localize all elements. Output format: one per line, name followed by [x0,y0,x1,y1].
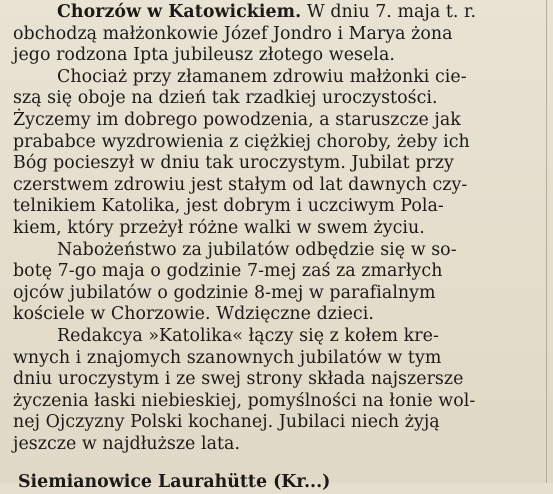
article-line-17: wnych i znajomych szanownych jubilatów w tym [13,347,442,368]
article-line-9: czerstwem zdrowiu jest stałym od lat dawnych czy- [13,174,468,195]
article-line-13: botę 7-go maja o godzinie 7-mej zaś za zmarłych [13,261,443,282]
article-line-21: jeszcze w najdłuższe lata. [13,433,241,454]
article-line-8: Bóg pocieszył w dniu tak uroczystym. Jubilat przy [13,153,454,174]
article-line-20: nej Ojczyzny Polski kochanej. Jubilaci niech żyją [13,412,440,433]
article-line-3: jego rodzona Ipta jubileusz złotego wesela. [13,45,395,66]
article-line-5: szą się oboje na dzień tak rzadkiej uroczystości. [13,88,438,109]
article-line-1 [13,2,533,24]
article-line-15: kościele w Chorzowie. Wdzięczne dzieci. [13,304,374,325]
article-line-19: życzenia łaski niebieskiej, pomyślności na łonie wol- [13,390,476,411]
next-article-heading-fragment: Siemianowice Laurahütte (Kr...) [18,472,331,492]
news-article [13,2,533,455]
article-line-11: kiem, który przeżył różne walki w swem życiu. [13,217,425,238]
article-line-18: dniu uroczystym i ze swej strony składa najszersze [13,369,464,390]
article-line-14: ojców jubilatów o godzinie 8-mej w parafialnym [13,282,436,303]
article-line-16: Redakcya »Katolika« łączy się z kołem kre- [57,325,439,346]
article-heading: Chorzów w Katowickiem. [57,2,302,22]
article-line-12: Nabożeństwo za jubilatów odbędzie się w so- [57,239,457,260]
article-line-7: prababce wyzdrowienia z ciężkiej choroby, żeby ich [13,131,470,152]
article-text: W dniu 7. maja t. r. [306,2,477,22]
column-rule [546,0,547,483]
article-line-2: obchodzą małżonkowie Józef Jondro i Marya żona [13,23,453,44]
article-line-6: Życzemy im dobrego powodzenia, a staruszcze jak [13,109,461,130]
article-line-4: Chociaż przy złamanem zdrowiu małżonki cie- [57,66,467,87]
article-line-10: telnikiem Katolika, jest dobrym i uczciwym Pola- [13,196,444,217]
